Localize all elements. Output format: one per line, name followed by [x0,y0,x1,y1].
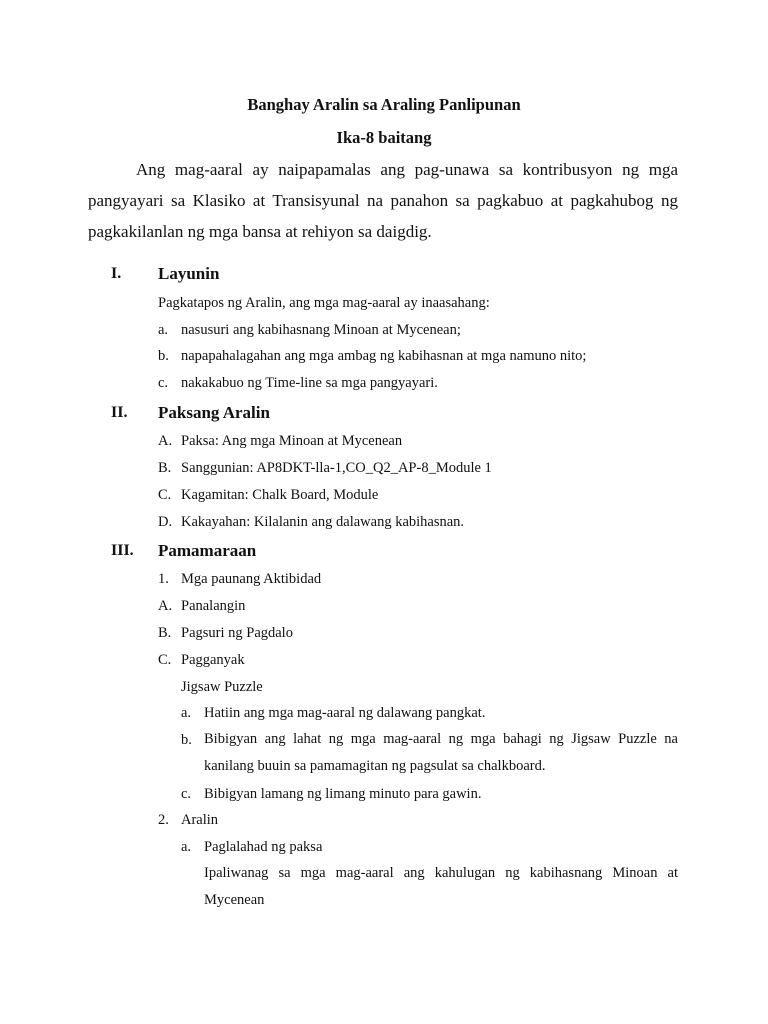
list-item: Paglalahad ng paksa [204,839,323,855]
section-title-paksang-aralin: Paksang Aralin [158,403,270,422]
list-marker: B. [158,460,172,476]
list-marker: C. [158,652,172,668]
list-marker: a. [181,705,192,721]
intro-paragraph: Ang mag-aaral ay naipapamalas ang pag-unawa sa kontribusyon ng mga pangyayari sa Klasiko at Transisyunal na panahon sa pagkabuo at pagkahubog ng pagkakilanlan ng mga bansa at rehiyon sa daigdig. [88,160,678,241]
list-marker: b. [158,348,169,364]
list-item: Aralin [181,812,219,828]
list-marker: 2. [158,812,169,828]
list-marker: A. [158,433,173,449]
list-item: nakakabuo ng Time-line sa mga pangyayari. [181,375,438,391]
list-item: Kagamitan: Chalk Board, Module [181,487,379,503]
list-marker: b. [181,732,192,748]
list-item: Hatiin ang mga mag-aaral ng dalawang pangkat. [204,705,486,721]
list-item: nasusuri ang kabihasnang Minoan at Mycenean; [181,322,461,338]
list-item: Bibigyan lamang ng limang minuto para gawin. [204,786,482,802]
list-item: Pagganyak [181,652,245,668]
list-marker: a. [181,839,192,855]
document-title: Banghay Aralin sa Araling Panlipunan [247,95,521,114]
section-number: I. [111,265,122,282]
list-item: Mga paunang Aktibidad [181,571,322,587]
section-lead: Pagkatapos ng Aralin, ang mga mag-aaral ay inaasahang: [158,295,490,311]
section-title-layunin: Layunin [158,264,220,283]
list-item: Kakayahan: Kilalanin ang dalawang kabihasnan. [181,514,465,530]
list-item: Paksa: Ang mga Minoan at Mycenean [181,433,403,449]
list-item: Panalangin [181,598,246,614]
grade-level: Ika-8 baitang [336,128,432,147]
list-marker: A. [158,598,173,614]
list-item-detail: Ipaliwanag sa mga mag-aaral ang kahulugan ng kabihasnang Minoan at Mycenean [204,865,678,908]
list-item: Bibigyan ang lahat ng mga mag-aaral ng mga bahagi ng Jigsaw Puzzle na kanilang buuin sa pamamagitan ng pagsulat sa chalkboard. [204,731,678,774]
list-item: napapahalagahan ang mga ambag ng kabihasnan at mga namuno nito; [181,348,587,364]
list-item: Pagsuri ng Pagdalo [181,625,293,641]
list-marker: B. [158,625,172,641]
list-marker: 1. [158,571,169,587]
list-marker: c. [158,375,169,391]
list-item: Sanggunian: AP8DKT-lla-1,CO_Q2_AP-8_Module 1 [181,460,492,476]
list-marker: c. [181,786,192,802]
activity-title: Jigsaw Puzzle [181,679,263,695]
list-marker: a. [158,322,169,338]
section-number: II. [111,404,128,421]
list-marker: C. [158,487,172,503]
list-marker: D. [158,514,173,530]
section-number: III. [111,542,134,559]
section-title-pamamaraan: Pamamaraan [158,541,257,560]
